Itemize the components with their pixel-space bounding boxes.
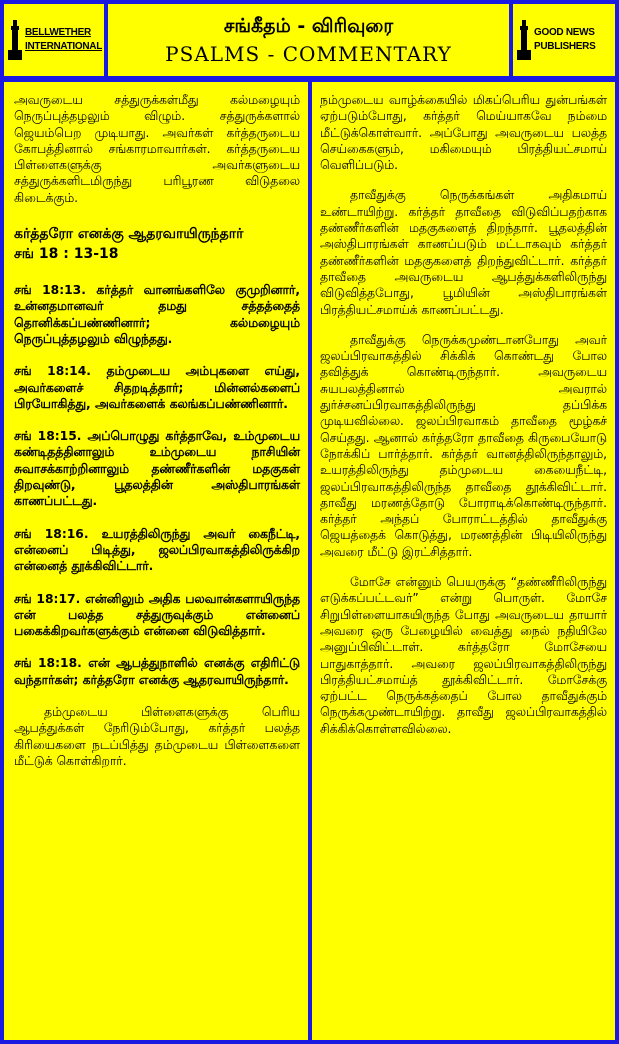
left-column — [4, 82, 308, 1040]
publisher-left-line1: BELLWETHER — [25, 27, 91, 38]
publisher-left-line2: INTERNATIONAL — [25, 41, 103, 52]
page-title-english: PSALMS - COMMENTARY — [165, 42, 452, 66]
good-news-logo — [513, 4, 615, 76]
right-column — [312, 82, 615, 1040]
verse-18-13: சங் 18:13. கர்த்தர் வானங்களிலே குமுறினார், உன்னதமானவர் தமது சத்தத்தைத் தொனிக்கப்பண்ணினார்; கல்மழையும் நெருப்புத்தழலும் விழுந்தது. — [14, 283, 300, 346]
title-box — [108, 4, 509, 76]
commentary-paragraph-3: தாவீதுக்கு நெருக்கமுண்டானபோது அவர் ஜலப்பிரவாகத்தில் சிக்கிக் கொண்டது போல தவித்துக் கொண்டிருந்தார். அவருடைய சுயபலத்தினால் அவரால் துர்ச்சனப்பிரவாகத்திலிருந்து தப்பிக்க முடியவில்லை. ஜலப்பிரவாகம் தாவீதை மூழ்கச் செய்தது. ஆனால் கர்த்தரோ தாவீதை கிருபையோடு நோக்கிப் பார்த்தார். கர்த்தர் வானத்திலிருந்தாலும், உயரத்திலிருந்து தம்முடைய கையைநீட்டி, ஜலப்பிரவாகத்திலிருந்த தாவீதை தூக்கிவிட்டார். தாவீது மரணத்தோடு போராடிக்கொண்டிருந்தார். கர்த்தர் அந்தப் போராட்டத்தில் தாவீதுக்கு ஜெயத்தைக் கொடுத்து, மரணத்தின் பிடியிலிருந்து அவரை மீட்டு இரட்சித்தார். — [320, 332, 607, 559]
publisher-right-line1: GOOD NEWS — [534, 27, 595, 38]
intro-paragraph: அவருடைய சத்துருக்கள்மீது கல்மழையும் நெருப்புத்தழலும் விழும். சத்துருக்களால் ஜெயம்பெற முடியாது. அவர்கள் கர்த்தருடைய கோபத்தினால் சங்காரமாவார்கள். கர்த்தருடைய பிள்ளைகளுக்கு அவர்களுடைய சத்துருக்களிடமிருந்து பரிபூரண விடுதலை கிடைக்கும். — [14, 93, 300, 205]
page-title-tamil: சங்கீதம் - விரிவுரை — [223, 15, 394, 37]
commentary-paragraph-2: தாவீதுக்கு நெருக்கங்கள் அதிகமாய் உண்டாயிற்று. கர்த்தர் தாவீதை விடுவிப்பதற்காக தண்ணீர்களின் மதகுகளைத் திறந்தார். பூதலத்தின் அஸ்திபாரங்கள் காணப்படும் மட்டாகவும் கர்த்தர் தண்ணீர்களின் மதகுகளைத் திறந்துவிட்டார். கர்த்தர் தாவீதை அவருடைய ஆபத்துக்களிலிருந்து விடுவித்தபோது, பூமியின் அஸ்திபாரங்கள் பிரத்தியட்சமாய்க் காணப்பட்டது. — [320, 188, 607, 317]
verse-18-18: சங் 18:18. என் ஆபத்துநாளில் எனக்கு எதிரிட்டு வந்தார்கள்; கர்த்தரோ எனக்கு ஆதரவாயிருந்தார். — [14, 656, 300, 687]
closing-paragraph: தம்முடைய பிள்ளைகளுக்கு பெரிய ஆபத்துக்கள் நேரிடும்போது, கர்த்தர் பலத்த கிரியைகளை நடப்பித்து தம்முடைய பிள்ளைகளை மீட்டுக் கொள்கிறார். — [14, 705, 300, 768]
section-heading: கர்த்தரோ எனக்கு ஆதரவாயிருந்தார் — [14, 226, 244, 243]
verse-18-15: சங் 18:15. அப்பொழுது கர்த்தாவே, உம்முடைய கண்டிதத்தினாலும் உம்முடைய நாசியின் சுவாசக்காற்றினாலும் தண்ணீர்களின் மதகுகள் திறவுண்டு, பூதலத்தின் அஸ்திபாரங்கள் காணப்பட்டது. — [14, 429, 300, 509]
verse-18-14: சங் 18:14. தம்முடைய அம்புகளை எய்து, அவர்களைச் சிதறடித்தார்; மின்னல்களைப் பிரயோகித்து, அவர்களைக் கலங்கப்பண்ணினார். — [14, 364, 300, 411]
publisher-right-line2: PUBLISHERS — [534, 41, 596, 52]
commentary-paragraph-1: நம்முடைய வாழ்க்கையில் மிகப்பெரிய துன்பங்கள் ஏற்படும்போது, கர்த்தர் மெய்யாகவே நம்மை மீட்டுக்கொள்வார். அப்போது அவருடைய பலத்த செய்கைகளும், மகிமையும் பிரத்தியட்சமாய் வெளிப்படும். — [320, 93, 607, 173]
bellwether-logo-icon — [8, 20, 22, 60]
section-reference: சங் 18 : 13-18 — [14, 246, 119, 263]
commentary-paragraph-4: மோசே என்னும் பெயருக்கு “தண்ணீரிலிருந்து எடுக்கப்பட்டவர்” என்று பொருள். மோசே சிறுபிள்ளையாகயிருந்த போது அவருடைய தாயார் அவரை ஒரு பேழையில் வைத்து நைல் நதியிலே அனுப்பிவிட்டாள். கர்த்தரோ மோசேயை பாதுகாத்தார். அவரை ஜலப்பிரவாகத்திலிருந்து பிரத்தியட்சமாய்த் தூக்கிவிட்டார். மோசேக்கு ஏற்பட்ட நெருக்கத்தைப் போல தாவீதுக்கும் நெருக்கமுண்டாயிற்று. தாவீது ஜலப்பிரவாகத்தில் சிக்கிக்கொள்ளவில்லை. — [320, 575, 607, 736]
verse-18-16: சங் 18:16. உயரத்திலிருந்து அவர் கைநீட்டி, என்னைப் பிடித்து, ஜலப்பிரவாகத்திலிருக்கிற என்னைத் தூக்கிவிட்டார். — [14, 526, 300, 574]
good-news-logo-icon — [517, 20, 531, 60]
verse-18-17: சங் 18:17. என்னிலும் அதிக பலவான்களாயிருந்த என் பலத்த சத்துருவுக்கும் என்னைப் பகைக்கிறவர்களுக்கும் என்னை விடுவித்தார். — [14, 591, 300, 639]
bellwether-logo — [4, 4, 104, 76]
